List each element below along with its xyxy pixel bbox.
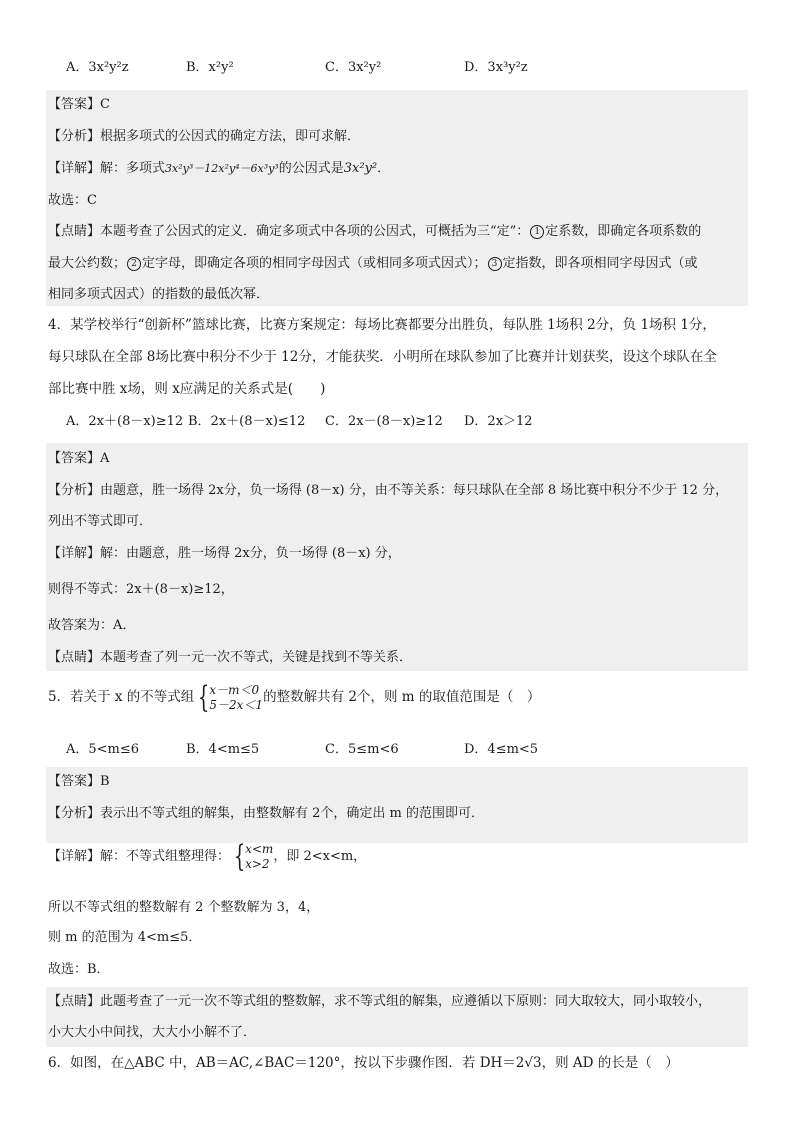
q5-stem-prefix: 5．若关于 x 的不等式组 <box>48 689 195 705</box>
q3-option-b: B．x²y² <box>186 60 234 75</box>
q4-inequality: 则得不等式：2x＋(8－x)≥12， <box>48 582 234 597</box>
q3-comment-text1: 【点睛】本题考查了公因式的定义．确定多项式中各项的公因式，可概括为三“定”： <box>48 224 530 239</box>
q4-conclusion: 故答案为：A． <box>48 618 136 633</box>
q3-answer: 【答案】C <box>48 97 110 112</box>
q4-detail: 【详解】解：由题意，胜一场得 2x分，负一场得 (8－x) 分， <box>48 546 401 561</box>
q3-choose: 故选：C <box>48 193 97 208</box>
q3-option-d: D．3x³y²z <box>464 60 528 75</box>
q5-system-line1: x－m＜0 <box>209 682 260 697</box>
q4-option-d: D．2x＞12 <box>464 414 533 429</box>
q3-option-a: A．3x²y²z <box>66 60 129 75</box>
q5-detail-system-line1: x<m <box>245 841 274 856</box>
q5-range: 则 m 的范围为 4<m≤5． <box>48 930 202 945</box>
q3-detail-end: ． <box>377 161 391 176</box>
q5-system-line2: 5－2x＜1 <box>209 697 264 712</box>
q4-answer: 【答案】A <box>48 451 110 466</box>
q4-analysis-line2: 列出不等式即可． <box>48 514 153 529</box>
q3-detail-expr: 3x²y³－12x²y⁴－6x³y³ <box>165 162 279 175</box>
q5-detail-suffix: ，即 2<x<m， <box>273 849 367 864</box>
q4-option-b: B．2x＋(8－x)≤12 <box>188 414 306 429</box>
q5-integers: 所以不等式组的整数解有 2 个整数解为 3，4， <box>48 900 320 915</box>
q5-detail <box>48 840 366 874</box>
q4-stem-line1: 4．某学校举行“创新杯”篮球比赛，比赛方案规定：每场比赛都要分出胜负，每队胜 1场积 2分，负 1场积 1分， <box>48 317 716 333</box>
q4-option-c: C．2x－(8－x)≥12 <box>325 414 443 429</box>
q5-option-c: C．5≤m<6 <box>325 742 399 757</box>
q5-detail-prefix: 【详解】解：不等式组整理得： <box>48 849 231 864</box>
q5-detail-system-line2: x>2 <box>245 856 270 871</box>
q4-comment: 【点睛】本题考查了列一元一次不等式，关键是找到不等关系． <box>48 650 413 665</box>
q4-stem-line2: 每只球队在全部 8场比赛中积分不少于 12分，才能获奖．小明所在球队参加了比赛并计划获奖，设这个球队在全 <box>48 349 717 365</box>
q3-detail-prefix: 【详解】解：多项式 <box>48 161 166 176</box>
q5-comment-line1: 【点睛】此题考查了一元一次不等式组的整数解，求不等式组的解集，应遵循以下原则：同大取较大，同小取较小， <box>48 994 712 1009</box>
q5-detail-system <box>245 842 273 872</box>
q3-analysis: 【分析】根据多项式的公因式的确定方法，即可求解． <box>48 129 361 144</box>
q5-option-d: D．4≤m<5 <box>464 742 539 757</box>
left-brace-icon: { <box>198 679 210 715</box>
q3-comment-text1b: 定系数，即确定各项系数的 <box>545 224 702 239</box>
q5-answer: 【答案】B <box>48 774 110 789</box>
q5-system <box>209 683 263 713</box>
q6-stem: 6．如图，在△ABC 中，AB＝AC,∠BAC＝120°，按以下步骤作图．若 DH＝2√3，则 AD 的长是（ ） <box>48 1055 679 1071</box>
q5-choose: 故选：B． <box>48 962 110 977</box>
q4-analysis-line1: 【分析】由题意，胜一场得 2x分，负一场得 (8－x) 分，由不等关系：每只球队在全部 8 场比赛中积分不少于 12 分， <box>48 483 729 498</box>
q3-detail-result: 3x²y² <box>343 161 378 176</box>
circled-two-icon: 2 <box>127 257 141 271</box>
q5-analysis: 【分析】表示出不等式组的解集，由整数解有 2个，确定出 m 的范围即可． <box>48 806 484 821</box>
q4-option-a: A．2x＋(8－x)≥12 <box>66 414 184 429</box>
q3-comment-line2 <box>48 254 698 274</box>
q3-comment-line1 <box>48 222 701 242</box>
left-brace-icon-2: { <box>233 838 246 874</box>
q3-option-c: C．3x²y² <box>325 60 382 75</box>
q3-comment-text2b: 定字母，即确定各项的相同字母因式（或相同多项式因式）； <box>142 256 487 271</box>
q5-option-a: A．5<m≤6 <box>66 742 140 757</box>
circled-three-icon: 3 <box>488 257 502 271</box>
q3-detail-mid: 的公因式是 <box>278 161 344 176</box>
q4-stem-line3: 部比赛中胜 x场，则 x应满足的关系式是( ) <box>48 381 326 397</box>
q5-stem-suffix: 的整数解共有 2个，则 m 的取值范围是（ ） <box>263 689 541 705</box>
q5-comment-line2: 小大大小中间找，大大小小解不了． <box>48 1025 257 1040</box>
q5-stem <box>48 680 540 714</box>
q3-comment-text2a: 最大公约数； <box>48 256 127 271</box>
q3-comment-line3: 相同多项式因式）的指数的最低次幂． <box>48 287 270 302</box>
q3-detail <box>48 159 390 179</box>
q5-option-b: B．4<m≤5 <box>186 742 260 757</box>
circled-one-icon: 1 <box>530 225 544 239</box>
q3-comment-text2c: 定指数，即各项相同字母因式（或 <box>502 256 698 271</box>
